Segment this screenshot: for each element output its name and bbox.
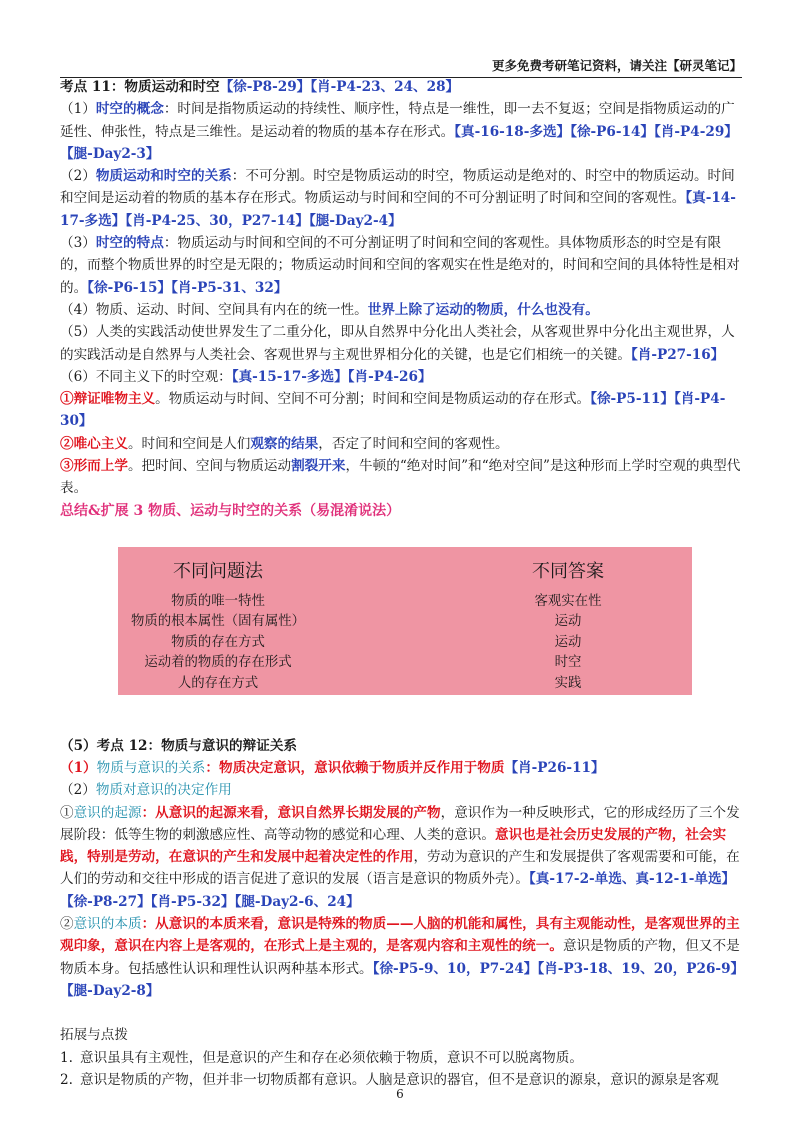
extension-title: 拓展与点拨 [60,1027,128,1044]
kp12-origin-refs: 【真-17-2-单选、真-12-1-单选】【徐-P8-27】【肖-P5-32】【腿-Day2-6、24】 [60,871,736,910]
table-col-answer [498,547,638,695]
page-content [60,76,744,1091]
kp12-origin-text-b: ，劳动为意识的产生和发展提供了客观需要和可能，在人们的劳动和交往中形成的语言促进了意识的发展（语言是意识的物质外壳）。 [60,849,740,888]
kp11-v2-text-a: 。时间和空间是人们 [127,435,251,452]
kp11-v3-text-a: 。把时间、空间与物质运动 [127,458,292,475]
list-item [60,1047,744,1069]
kp11-v2-text-b: ，否定了时间和空间的客观性。 [318,435,509,452]
kp11-s3 [60,232,744,299]
kp11-v2-label: ②唯心主义 [60,435,128,452]
kp11-s1 [60,98,744,165]
kp12-origin [60,802,744,913]
kp11-s2-num: （2） [60,168,96,185]
kp11-v3-label: ③形而上学 [60,458,128,475]
list-item-num: 1. [60,1049,73,1066]
kp11-v1-refs: 【徐-P5-11】【肖-P4-30】 [60,391,726,430]
kp12-essence [60,913,744,1002]
kp12-origin-text-a: ，意识作为一种反映形式，它的形成经历了三个发展阶段：低等生物的刺激感应性、高等动物的感觉和心理、人类的意识。 [60,804,740,843]
kp11-s4 [60,299,744,321]
kp12-origin-red-b: 意识也是社会历史发展的产物，社会实践，特别是劳动，在意识的产生和发展中起着决定性的作用 [60,826,727,866]
table-cell-question: 物质的唯一特性 [171,593,265,609]
kp11-view-dialectical [60,388,744,433]
kp11-s1-heading: 时空的概念 [95,101,164,118]
kp11-s2-heading: 物质运动和时空的关系 [95,168,232,185]
kp11-s3-text: ：物质运动与时间和空间的不可分割证明了时间和空间的客观性。具体物质形态的时空是有限的，而整个物质世界的时空是无限的；物质运动时间和空间的客观实在性是绝对的，时间和空间的具体特性是相对的。 [60,235,740,296]
table-cell-question: 物质的存在方式 [171,634,265,650]
kp12-p1-text: ：物质决定意识，意识依赖于物质并反作用于物质 [205,759,505,776]
kp11-s6-text: （6）不同主义下的时空观： [60,368,232,385]
kp11-v2-emph: 观察的结果 [250,435,319,452]
table-col-question [118,547,318,695]
kp12-p2 [60,779,744,801]
kp11-heading [60,76,744,98]
kp11-s1-num: （1） [60,101,96,118]
table-cell-question: 物质的根本属性（固有属性） [130,614,306,630]
kp11-s5-text: （5）人类的实践活动使世界发生了二重分化，即从自然界中分化出人类社会，从客观世界中分化出主观世界，人的实践活动是自然界与人类社会、客观世界与主观世界相分化的关键，也是它们相统一的关键。 [60,324,735,363]
summary3-title: 总结&扩展 3 物质、运动与时空的关系（易混淆说法） [60,502,401,519]
kp11-s6 [60,366,744,388]
page-number: 6 [396,1087,404,1101]
kp11-v3-text-b: ，牛顿的“绝对时间”和“绝对空间”是这种形而上学时空观的典型代表。 [60,458,741,497]
kp11-s5 [60,321,744,366]
kp11-s4-text: （4）物质、运动、时间、空间具有内在的统一性。 [60,301,368,318]
kp12-essence-num: ② [60,916,74,933]
kp12-essence-red: ：从意识的本质来看，意识是特殊的物质——人脑的机能和属性，具有主观能动性，是客观世界的主观印象，意识在内容上是客观的，在形式上是主观的，是客观内容和主观性的统一。 [60,916,740,955]
kp11-v1-label: ①辩证唯物主义 [60,391,156,408]
kp12-p1-num: （1） [60,759,97,776]
list-item-text: 意识虽具有主观性，但是意识的产生和存在必须依赖于物质，意识不可以脱离物质。 [80,1049,583,1066]
kp11-s3-num: （3） [60,235,96,252]
table-header-answer: 不同答案 [532,560,604,582]
kp12-essence-text: 意识是物质的产物，但又不是物质本身。包括感性认识和理性认识两种基本形式。 [60,938,740,977]
page-header: 更多免费考研笔记资料，请关注【研灵笔记】 [60,56,742,78]
kp12-p2-num: （2） [60,782,96,799]
kp11-s1-refs: 【真-16-18-多选】【徐-P6-14】【肖-P4-29】【腿-Day2-3】 [60,123,738,162]
kp12-title: （5）考点 12：物质与意识的辩证关系 [60,737,298,754]
kp12-p1-label: 物质与意识的关系 [96,759,206,776]
table-cell-answer: 运动 [554,614,582,630]
kp11-s1-text: ：时间是指物质运动的持续性、顺序性，特点是一维性，即一去不复返；空间是指物质运动的广延性、伸张性，特点是三维性。是运动着的物质的基本存在形式。 [60,101,735,140]
kp12-essence-label: 意识的本质 [73,916,142,933]
kp11-s3-heading: 时空的特点 [95,235,164,252]
kp12-p1-refs: 【肖-P26-11】 [504,759,605,776]
kp11-s2-refs: 【真-14-17-多选】【肖-P4-25、30，P27-14】【腿-Day2-4】 [60,190,736,229]
kp11-v1-text: 。物质运动与时间、空间不可分割；时间和空间是物质运动的存在形式。 [155,391,591,408]
kp11-refs: 【徐-P8-29】【肖-P4-23、24、28】 [219,79,460,95]
list-item-num: 2. [60,1071,73,1088]
kp12-p2-label: 物质对意识的决定作用 [95,782,232,799]
kp11-s2 [60,165,744,232]
summary3-table [118,547,692,695]
kp11-s3-refs: 【徐-P6-15】【肖-P5-31、32】 [87,279,288,296]
kp12-origin-num: ① [60,804,74,821]
kp11-s6-refs: 【真-15-17-多选】【肖-P4-26】 [231,368,432,385]
kp12-p1 [60,757,744,779]
table-header-question: 不同问题法 [173,560,263,582]
table-cell-question: 运动着的物质的存在形式 [144,655,292,671]
table-cell-question: 人的存在方式 [177,675,259,691]
kp12-origin-label: 意识的起源 [73,804,142,821]
kp11-view-metaphysics [60,455,744,500]
table-cell-answer: 时空 [554,655,582,671]
kp11-v3-emph: 割裂开来 [291,458,346,475]
kp11-title: 考点 11：物质运动和时空 [60,79,220,95]
table-cell-answer: 客观实在性 [534,593,602,609]
kp12-origin-red-a: ：从意识的起源来看，意识自然界长期发展的产物 [141,804,441,821]
kp12-essence-refs: 【徐-P5-9、10，P7-24】【肖-P3-18、19、20，P26-9】【腿-Day2-8】 [60,960,738,999]
kp11-s2-text: ：不可分割。时空是物质运动的时空，物质运动是绝对的、时空中的物质运动。时间和空间是运动着的物质的基本存在形式。物质运动与时间和空间的不可分割证明了时间和空间的客观性。 [60,168,735,207]
kp11-s5-refs: 【肖-P27-16】 [630,346,725,363]
kp11-view-idealism [60,433,744,455]
kp11-s4-emph: 世界上除了运动的物质，什么也没有。 [367,301,599,318]
list-item-text: 意识是物质的产物，但并非一切物质都有意识。人脑是意识的器官，但不是意识的源泉，意识的源泉是客观 [80,1071,719,1088]
table-cell-answer: 运动 [554,634,582,650]
table-cell-answer: 实践 [554,675,582,691]
